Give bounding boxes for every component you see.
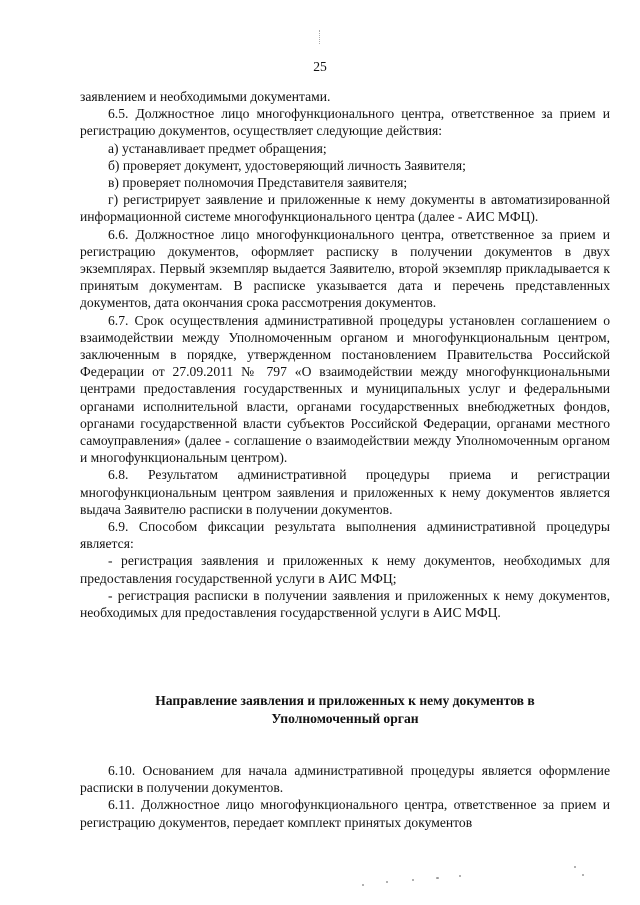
page-number: 25 xyxy=(313,59,327,74)
list-item-g: г) регистрирует заявление и приложенные к нему документы в автоматизированной информационной системе многофункционального центра (далее - АИС МФЦ). xyxy=(80,192,610,225)
paragraph-6-9: 6.9. Способом фиксации результата выполнения административной процедуры является: xyxy=(80,519,610,552)
scan-artifact xyxy=(319,30,320,44)
text-block-1 xyxy=(80,88,610,621)
scan-speck xyxy=(412,879,414,881)
scan-speck xyxy=(459,875,461,877)
section-heading-line-2: Уполномоченный орган xyxy=(271,711,419,726)
paragraph-6-10: 6.10. Основанием для начала административной процедуры является оформление расписки в получении документов. xyxy=(80,763,610,796)
paragraph-continuation: заявлением и необходимыми документами. xyxy=(80,89,331,104)
paragraph-6-8: 6.8. Результатом административной процедуры приема и регистрации многофункциональным центром заявления и приложенных к нему документов является выдача Заявителю расписки в получении документов. xyxy=(80,467,610,517)
list-item-v: в) проверяет полномочия Представителя заявителя; xyxy=(108,175,408,191)
paragraph-6-7: 6.7. Срок осуществления административной процедуры установлен соглашением о взаимодействии между Уполномоченным органом и многофункциональным центром, заключенным в порядке, утвержденном постановлением Правительства Российской Федерации от 27.09.2011 № 797 «О взаимодействии между многофункциональными центрами предоставления государственных и муниципальных услуг и федеральными органами исполнительной власти, органами государственных внебюджетных фондов, органами государственной власти субъектов Российской Федерации, органами местного самоуправления» (далее - соглашение о взаимодействии между Уполномоченным органом и многофункциональным центром). xyxy=(80,312,610,466)
scan-speck xyxy=(362,884,364,886)
bullet-item-1: - регистрация заявления и приложенных к нему документов, необходимых для предоставления государственной услуги в АИС МФЦ; xyxy=(80,553,610,586)
text-block-2 xyxy=(80,762,610,831)
section-heading-line-1: Направление заявления и приложенных к нему документов в xyxy=(155,693,535,708)
scan-speck xyxy=(436,877,439,879)
section-heading xyxy=(80,692,610,728)
scan-speck xyxy=(574,866,576,868)
paragraph-6-5: 6.5. Должностное лицо многофункционального центра, ответственное за прием и регистрацию документов, осуществляет следующие действия: xyxy=(80,106,610,139)
list-item-a: а) устанавливает предмет обращения; xyxy=(108,140,327,156)
paragraph-6-6: 6.6. Должностное лицо многофункционального центра, ответственное за прием и регистрацию документов, оформляет расписку в получении документов в двух экземплярах. Первый экземпляр выдается Заявителю, второй экземпляр прикладывается к принятым документам. В расписке указывается дата и перечень представленных документов, дата окончания срока рассмотрения документов. xyxy=(80,226,610,311)
scan-speck xyxy=(386,881,388,883)
scan-speck xyxy=(582,874,584,876)
paragraph-6-11: 6.11. Должностное лицо многофункционального центра, ответственное за прием и регистрацию документов, передает комплект принятых документов xyxy=(80,797,610,830)
list-item-b: б) проверяет документ, удостоверяющий личность Заявителя; xyxy=(108,157,466,173)
bullet-item-2: - регистрация расписки в получении заявления и приложенных к нему документов, необходимых для предоставления государственной услуги в АИС МФЦ. xyxy=(80,587,610,621)
